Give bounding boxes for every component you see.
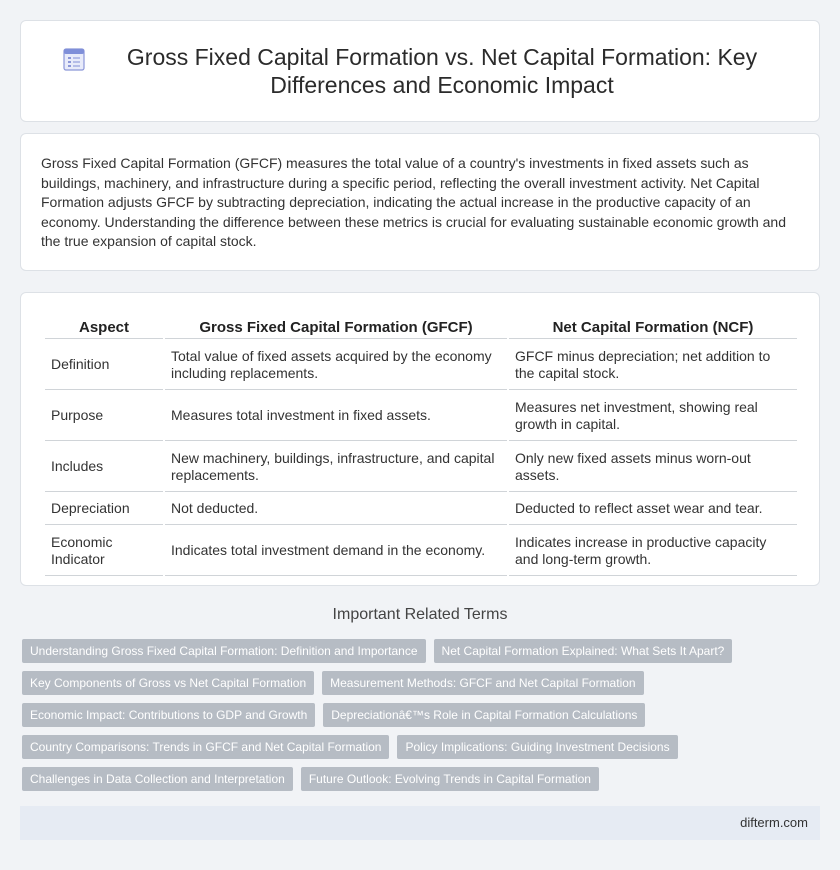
table-row: [45, 527, 797, 576]
cell-gfcf: New machinery, buildings, infrastructure, and capital replacements.: [165, 443, 507, 492]
cell-ncf: Indicates increase in productive capacity and long-term growth.: [509, 527, 797, 576]
related-term-tag[interactable]: Policy Implications: Guiding Investment Decisions: [397, 735, 677, 759]
footer: [20, 806, 820, 840]
cell-gfcf: Measures total investment in fixed assets.: [165, 392, 507, 441]
column-header-aspect: Aspect: [45, 315, 163, 339]
table-row: [45, 443, 797, 492]
title-wrap: [21, 43, 819, 99]
cell-aspect: Economic Indicator: [45, 527, 163, 576]
cell-gfcf: Not deducted.: [165, 494, 507, 525]
related-term-tag[interactable]: Key Components of Gross vs Net Capital Formation: [22, 671, 314, 695]
cell-aspect: Depreciation: [45, 494, 163, 525]
related-terms-list: [22, 639, 822, 799]
column-header-gfcf: Gross Fixed Capital Formation (GFCF): [165, 315, 507, 339]
document-icon: [61, 46, 87, 72]
cell-ncf: Only new fixed assets minus worn-out assets.: [509, 443, 797, 492]
intro-paragraph: Gross Fixed Capital Formation (GFCF) measures the total value of a country's investments in fixed assets such as buildings, machinery, and infrastructure during a specific period, reflecting the overall investment activity. Net Capital Formation adjusts GFCF by subtracting depreciation, indicating the actual increase in the productive capacity of an economy. Understanding the difference between these metrics is crucial for evaluating sustainable economic growth and the true expansion of capital stock.: [41, 155, 787, 249]
related-term-tag[interactable]: Country Comparisons: Trends in GFCF and Net Capital Formation: [22, 735, 389, 759]
related-term-tag[interactable]: Future Outlook: Evolving Trends in Capital Formation: [301, 767, 599, 791]
related-term-tag[interactable]: Net Capital Formation Explained: What Sets It Apart?: [434, 639, 733, 663]
related-term-tag[interactable]: Economic Impact: Contributions to GDP and Growth: [22, 703, 315, 727]
cell-aspect: Definition: [45, 341, 163, 390]
table-header-row: [45, 315, 797, 339]
cell-gfcf: Total value of fixed assets acquired by the economy including replacements.: [165, 341, 507, 390]
comparison-table: [43, 313, 799, 578]
related-term-tag[interactable]: Depreciationâ€™s Role in Capital Formation Calculations: [323, 703, 645, 727]
cell-aspect: Purpose: [45, 392, 163, 441]
tag-row: [22, 735, 822, 759]
related-term-tag[interactable]: Challenges in Data Collection and Interpretation: [22, 767, 293, 791]
title-card: [20, 20, 820, 122]
cell-ncf: Measures net investment, showing real growth in capital.: [509, 392, 797, 441]
intro-card: [20, 133, 820, 271]
related-term-tag[interactable]: Understanding Gross Fixed Capital Formation: Definition and Importance: [22, 639, 426, 663]
tag-row: [22, 639, 822, 663]
table-row: [45, 341, 797, 390]
tag-row: [22, 703, 822, 727]
column-header-ncf: Net Capital Formation (NCF): [509, 315, 797, 339]
comparison-table-card: [20, 292, 820, 586]
tag-row: [22, 671, 822, 695]
footer-site-link[interactable]: difterm.com: [740, 815, 808, 830]
cell-ncf: Deducted to reflect asset wear and tear.: [509, 494, 797, 525]
cell-aspect: Includes: [45, 443, 163, 492]
page-title: Gross Fixed Capital Formation vs. Net Capital Formation: Key Differences and Economic Impact: [126, 44, 758, 98]
cell-ncf: GFCF minus depreciation; net addition to the capital stock.: [509, 341, 797, 390]
cell-gfcf: Indicates total investment demand in the economy.: [165, 527, 507, 576]
related-terms-heading: Important Related Terms: [332, 606, 508, 623]
tag-row: [22, 767, 822, 791]
related-term-tag[interactable]: Measurement Methods: GFCF and Net Capital Formation: [322, 671, 643, 695]
table-row: [45, 392, 797, 441]
table-row: [45, 494, 797, 525]
